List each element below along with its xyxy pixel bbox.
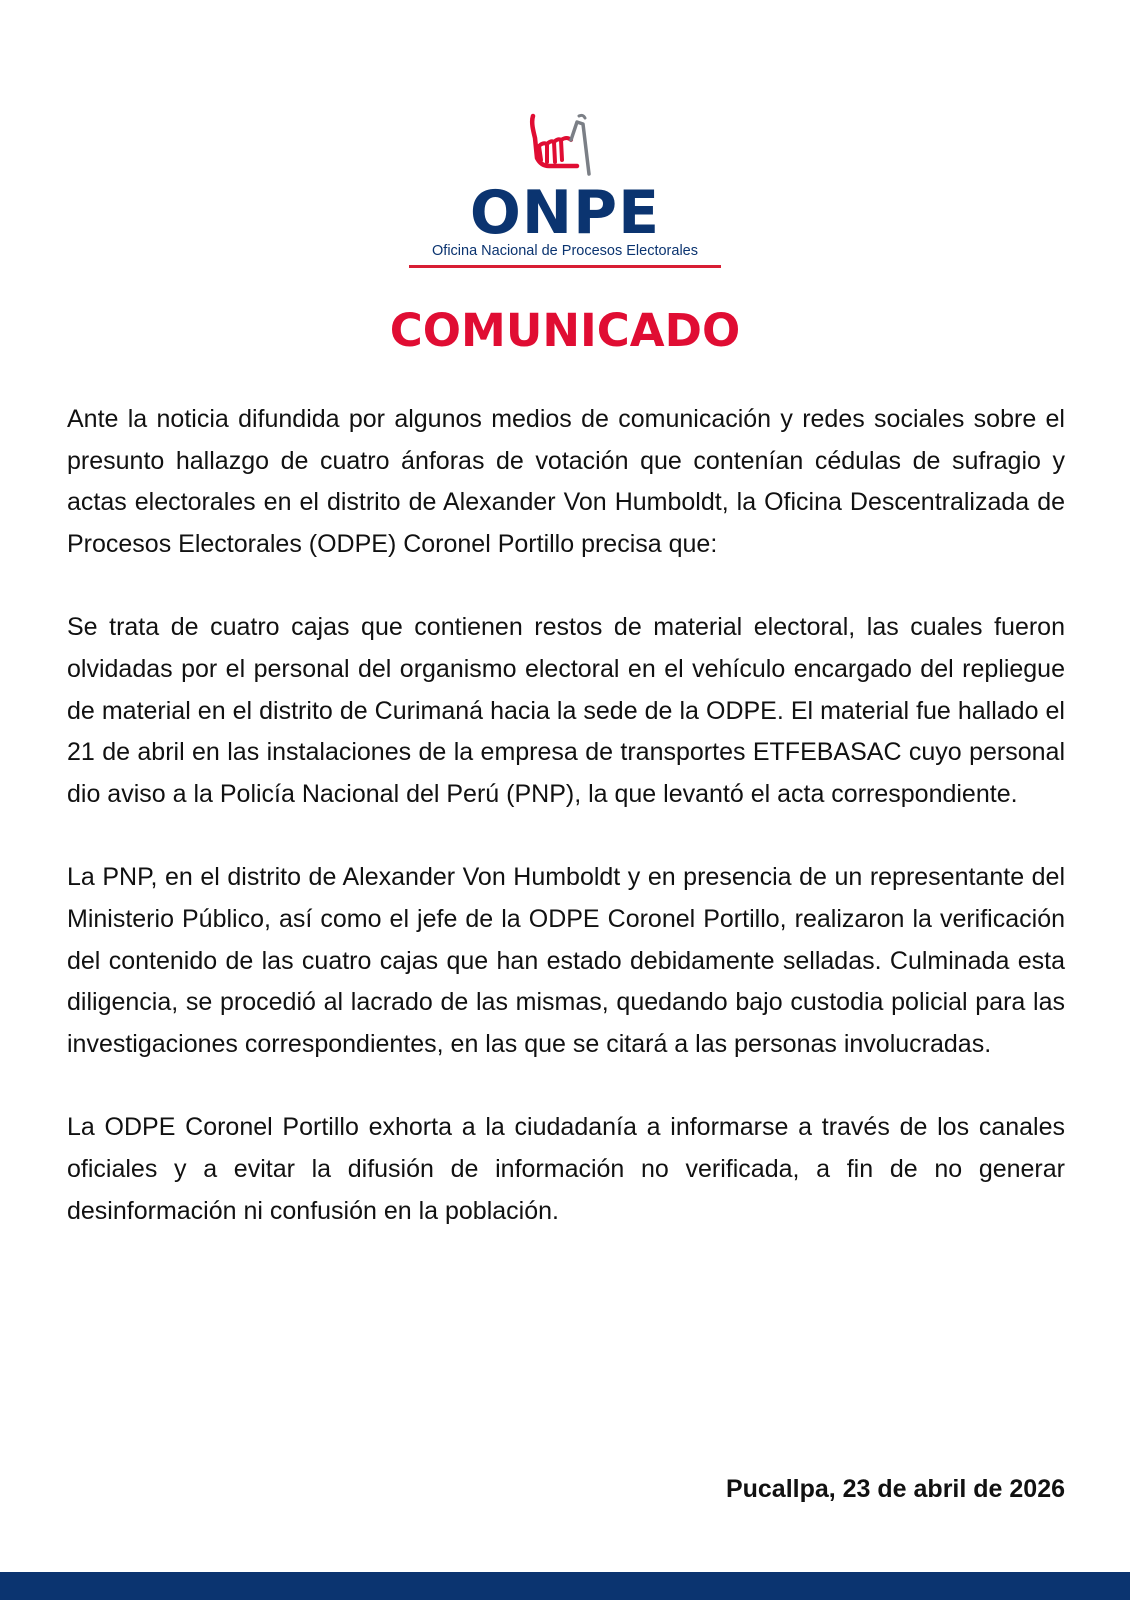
page-title: COMUNICADO (389, 304, 741, 357)
onpe-logo (395, 112, 735, 274)
paragraph-3: La PNP, en el distrito de Alexander Von Humboldt y en presencia de un representante del Ministerio Público, así como el jefe de la ODPE Coronel Portillo, realizaron la verificación del contenido de las cuatro cajas que han estado debidamente selladas. Culminada esta diligencia, se procedió al lacrado de las mismas, quedando bajo custodia policial para las investigaciones correspondientes, en las que se citará a las personas involucradas. (67, 863, 1065, 1058)
paragraph-4: La ODPE Coronel Portillo exhorta a la ciudadanía a informarse a través de los canales oficiales y a evitar la difusión de información no verificada, a fin de no generar desinformación ni confusión en la población. (67, 1113, 1065, 1225)
logo-underline (409, 265, 721, 268)
place-date-signature: Pucallpa, 23 de abril de 2026 (725, 1475, 1065, 1503)
paragraph-1: Ante la noticia difundida por algunos medios de comunicación y redes sociales sobre el presunto hallazgo de cuatro ánforas de votación que contenían cédulas de sufragio y actas electorales en el distrito de Alexander Von Humboldt, la Oficina Descentralizada de Procesos Electorales (ODPE) Coronel Portillo precisa que: (67, 405, 1065, 558)
communique-body (67, 399, 1065, 1274)
logo-subtitle: Oficina Nacional de Procesos Electorales (432, 243, 698, 259)
footer-bar (0, 1572, 1130, 1600)
paragraph-2: Se trata de cuatro cajas que contienen restos de material electoral, las cuales fueron olvidadas por el personal del organismo electoral en el vehículo encargado del repliegue de material en el distrito de Curimaná hacia la sede de la ODPE. El material fue hallado el 21 de abril en las instalaciones de la empresa de transportes ETFEBASAC cuyo personal dio aviso a la Policía Nacional del Perú (PNP), la que levantó el acta correspondiente. (67, 613, 1065, 808)
logo-wordmark: ONPE (469, 178, 661, 248)
